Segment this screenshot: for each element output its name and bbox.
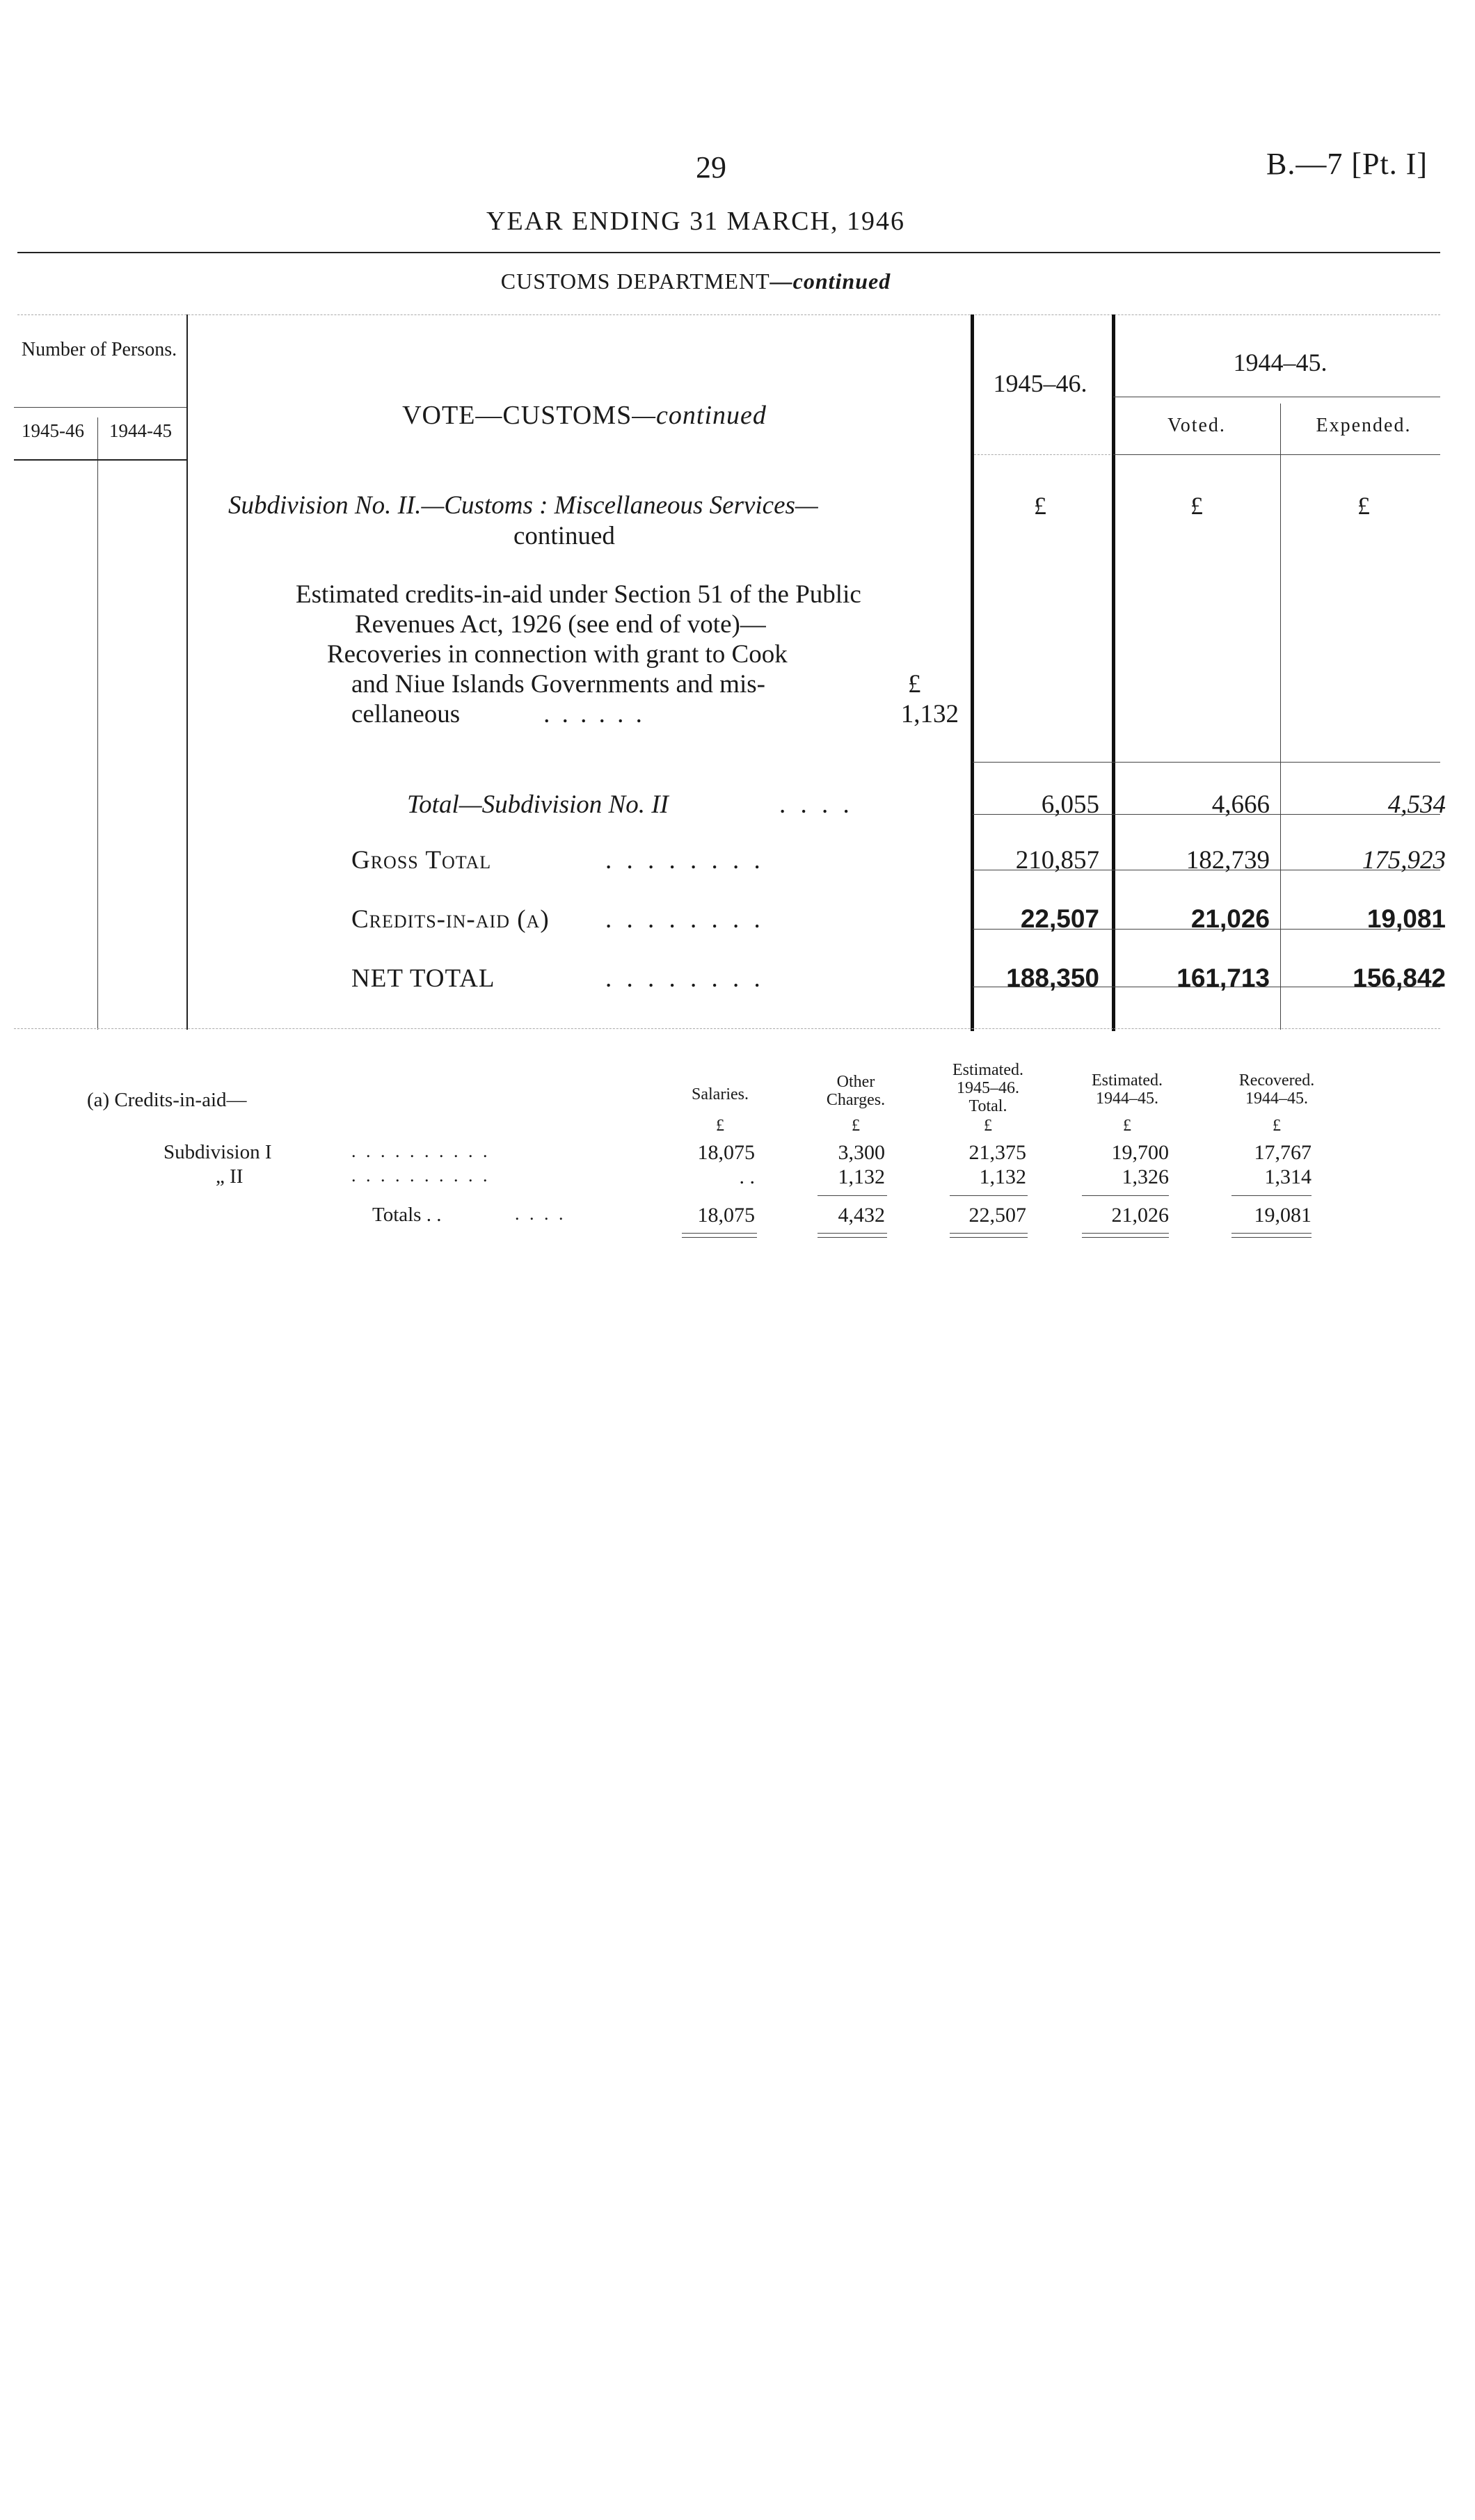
row-rule-total-top [973, 762, 1440, 763]
persons-header-rule [14, 407, 186, 408]
fn-row-leaders: . . . . . . . . . . [351, 1141, 491, 1161]
currency-expended: £ [1357, 492, 1370, 520]
fn-pound: £ [984, 1117, 992, 1135]
department-heading: CUSTOMS DEPARTMENT—continued [500, 269, 891, 294]
fn-pound: £ [1123, 1117, 1131, 1135]
persons-year-rule [14, 459, 186, 461]
fn-pound: £ [1273, 1117, 1281, 1135]
table-bottom-rule [14, 1028, 1440, 1029]
column-header-1945-46: 1945–46. [993, 369, 1087, 397]
fn-double-rule [818, 1237, 887, 1238]
fn-subdiv1-salaries: 18,075 [697, 1141, 755, 1164]
credits-in-aid-voted: 21,026 [1190, 904, 1270, 933]
fn-rule [1231, 1195, 1311, 1196]
fn-header-other-charges: Other Charges. [826, 1073, 886, 1109]
row-label-net-total: NET TOTAL [351, 964, 495, 993]
col-1944-left-rule [1112, 314, 1115, 1031]
credits-pound-sign: £ [908, 670, 921, 699]
fn-double-rule [950, 1237, 1028, 1238]
heading-rule [17, 252, 1440, 253]
footnote-title: (a) Credits-in-aid— [87, 1089, 247, 1111]
fn-double-rule [1231, 1237, 1311, 1238]
total-subdivision-expended: 4,534 [1387, 790, 1446, 819]
fn-totals-est-1944: 21,026 [1111, 1204, 1169, 1227]
fn-double-rule [950, 1233, 1028, 1234]
fn-double-rule [682, 1233, 757, 1234]
department-rule [17, 314, 1440, 315]
column-header-1944-45: 1944–45. [1233, 349, 1328, 376]
fn-row-label: „ II [216, 1165, 244, 1188]
col-1945-left-rule [971, 314, 974, 1031]
credits-in-aid-expended: 19,081 [1366, 904, 1446, 933]
row-leaders: . . . . . . . . [605, 964, 765, 993]
persons-year-1944: 1944-45 [109, 420, 172, 441]
gross-total-voted: 182,739 [1186, 846, 1270, 875]
fn-header-estimated-total: Estimated. 1945–46. Total. [952, 1061, 1023, 1115]
net-total-1945: 188,350 [1006, 964, 1099, 992]
fn-double-rule [1082, 1237, 1169, 1238]
subdivision-title: Subdivision No. II.—Customs : Miscellaneous Services— continued [228, 491, 818, 550]
persons-year-divider [97, 417, 98, 1030]
page-number: 29 [696, 150, 726, 184]
row-label-gross-total: Gross Total [351, 846, 492, 875]
col-1945-subheader-bottom [974, 454, 1110, 455]
credits-misc-amount: 1,132 [900, 700, 959, 728]
fn-header-salaries: Salaries. [692, 1085, 749, 1103]
row-leaders: . . . . . . . . [605, 905, 765, 934]
persons-year-1945: 1945-46 [22, 420, 84, 441]
fn-subdiv1-est-1944: 19,700 [1111, 1141, 1169, 1164]
fn-subdiv2-recovered: 1,314 [1264, 1165, 1311, 1188]
fn-totals-recovered: 19,081 [1254, 1204, 1311, 1227]
column-header-expended: Expended. [1316, 415, 1412, 436]
net-total-voted: 161,713 [1177, 964, 1270, 992]
col-1944-subheader-bottom [1113, 454, 1440, 455]
fn-subdiv1-other: 3,300 [838, 1141, 885, 1164]
credits-in-aid-1945: 22,507 [1020, 904, 1099, 933]
fn-subdiv1-est-total: 21,375 [968, 1141, 1026, 1164]
number-of-persons-header: Number of Persons. [21, 339, 177, 360]
fn-rule [818, 1195, 887, 1196]
voted-expended-divider [1280, 404, 1281, 1030]
fn-subdiv2-est-1944: 1,326 [1122, 1165, 1169, 1188]
gross-total-1945: 210,857 [1015, 846, 1099, 875]
fn-double-rule [818, 1233, 887, 1234]
fn-row-label: Subdivision I [164, 1141, 272, 1163]
gross-total-expended: 175,923 [1362, 846, 1446, 875]
fn-totals-label: Totals . . [372, 1204, 442, 1226]
fn-row-leaders: . . . . . . . . . . [351, 1165, 491, 1186]
fn-subdiv2-salaries: . . [739, 1165, 755, 1188]
column-header-voted: Voted. [1167, 415, 1226, 436]
persons-column-divider [186, 314, 188, 1030]
fn-pound: £ [852, 1117, 860, 1135]
fn-header-recovered: Recovered. 1944–45. [1238, 1071, 1315, 1108]
fn-double-rule [1082, 1233, 1169, 1234]
row-leaders: . . . . [779, 790, 854, 819]
net-total-expended: 156,842 [1353, 964, 1446, 992]
vote-title: VOTE—CUSTOMS—continued [402, 401, 767, 430]
fn-subdiv2-other: 1,132 [838, 1165, 885, 1188]
total-subdivision-1945: 6,055 [1041, 790, 1099, 819]
fn-totals-est-total: 22,507 [968, 1204, 1026, 1227]
fn-double-rule [1231, 1233, 1311, 1234]
row-label-credits-in-aid: Credits-in-aid (a) [351, 905, 550, 934]
fn-rule [950, 1195, 1028, 1196]
currency-voted: £ [1190, 492, 1203, 520]
fn-subdiv2-est-total: 1,132 [979, 1165, 1026, 1188]
year-heading: YEAR ENDING 31 MARCH, 1946 [486, 207, 905, 236]
fn-double-rule [682, 1237, 757, 1238]
section-reference: B.—7 [Pt. I] [1266, 147, 1428, 181]
fn-subdiv1-recovered: 17,767 [1254, 1141, 1311, 1164]
fn-pound: £ [716, 1117, 724, 1135]
fn-totals-other: 4,432 [838, 1204, 885, 1227]
row-leaders: . . . . . . . . [605, 846, 765, 875]
fn-header-estimated-1944: Estimated. 1944–45. [1092, 1071, 1163, 1108]
credits-in-aid-note: Estimated credits-in-aid under Section 51 of the Public Revenues Act, 1926 (see end of vote)— Recoveries in connection with grant to Cook and Niue Islands Governments and mis- cellaneous . . . . . . [296, 580, 861, 728]
fn-rule [1082, 1195, 1169, 1196]
currency-1945: £ [1034, 492, 1046, 520]
row-label-total-subdivision: Total—Subdivision No. II [407, 790, 669, 819]
fn-totals-salaries: 18,075 [697, 1204, 755, 1227]
fn-totals-leaders: . . . . [515, 1204, 566, 1224]
total-subdivision-voted: 4,666 [1211, 790, 1270, 819]
